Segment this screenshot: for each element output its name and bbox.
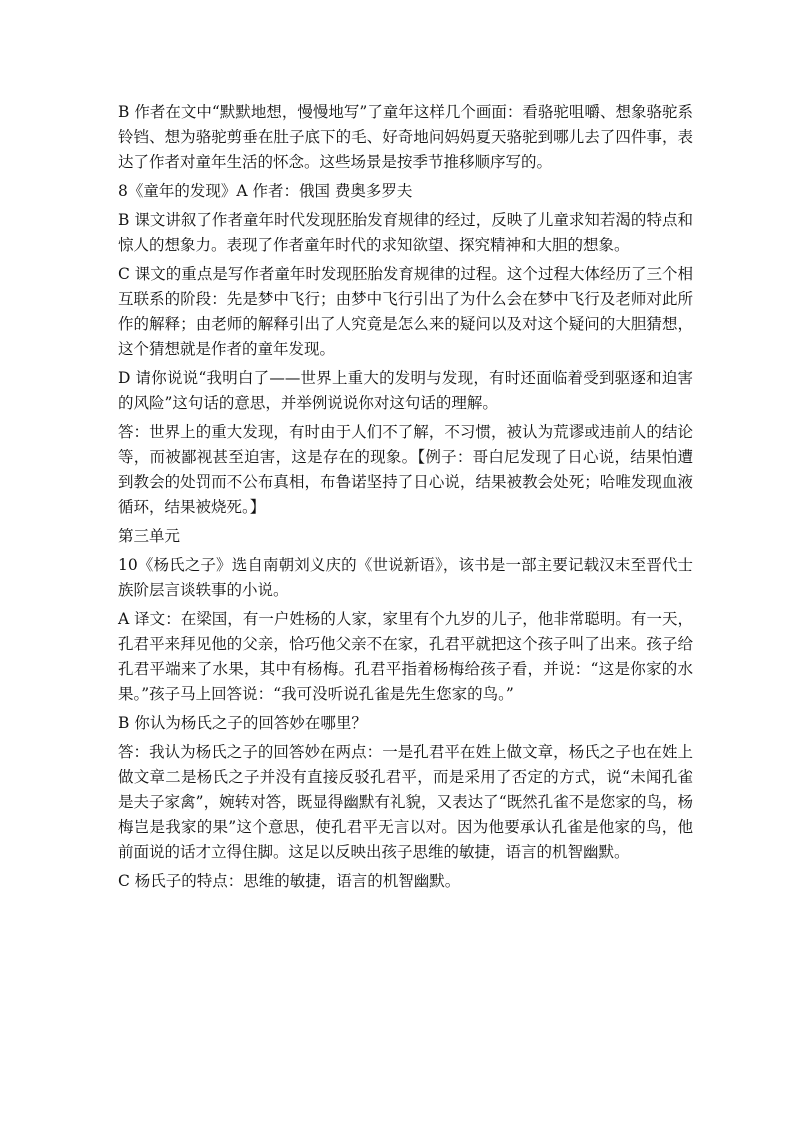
paragraph-lesson-10-translation: A 译文：在梁国，有一户姓杨的人家，家里有个九岁的儿子，他非常聪明。有一天，孔君平来拜见他的父亲，恰巧他父亲不在家，孔君平就把这个孩子叫了出来。孩子给孔君平端来了水果，其中有杨梅。孔君平指着杨梅给孩子看，并说：“这是你家的水果。”孩子马上回答说：“我可没听说孔雀是先生您家的鸟。”	[118, 610, 693, 703]
paragraph-lesson-10-intro: 10《杨氏之子》选自南朝刘义庆的《世说新语》，该书是一部主要记载汉末至晋代士族阶层言谈轶事的小说。	[118, 556, 693, 599]
paragraph-lesson-10-c: C 杨氏子的特点：思维的敏捷，语言的机智幽默。	[118, 872, 461, 890]
paragraph-lesson-8-heading: 8《童年的发现》A 作者：俄国 费奥多罗夫	[118, 182, 413, 200]
paragraph-lesson-8-b: B 课文讲叙了作者童年时代发现胚胎发育规律的经过，反映了儿童求知若渴的特点和惊人的想象力。表现了作者童年时代的求知欲望、探究精神和大胆的想象。	[118, 211, 693, 254]
paragraph-lesson-8-d-answer: 答：世界上的重大发现，有时由于人们不了解，不习惯，被认为荒谬或违前人的结论等，而被鄙视甚至迫害，这是存在的现象。【例子：哥白尼发现了日心说，结果怕遭到教会的处罚而不公布真相，布鲁诺坚持了日心说，结果被教会处死；哈唯发现血液循环，结果被烧死。】	[118, 423, 693, 516]
paragraph-lesson-10-b-question: B 你认为杨氏之子的回答妙在哪里？	[118, 714, 367, 732]
paragraph-b-camel-scenes: B 作者在文中“默默地想，慢慢地写”了童年这样几个画面：看骆驼咀嚼、想象骆驼系铃铛、想为骆驼剪垂在肚子底下的毛、好奇地问妈妈夏天骆驼到哪儿去了四件事，表达了作者对童年生活的怀念。这些场景是按季节推移顺序写的。	[118, 103, 693, 171]
paragraph-lesson-8-c: C 课文的重点是写作者童年时发现胚胎发育规律的过程。这个过程大体经历了三个相互联系的阶段：先是梦中飞行；由梦中飞行引出了为什么会在梦中飞行及老师对此所作的解释；由老师的解释引出了人究竟是怎么来的疑问以及对这个疑问的大胆猜想，这个猜想就是作者的童年发现。	[118, 265, 693, 358]
paragraph-lesson-10-b-answer: 答：我认为杨氏之子的回答妙在两点：一是孔君平在姓上做文章，杨氏之子也在姓上做文章二是杨氏之子并没有直接反驳孔君平，而是采用了否定的方式，说“未闻孔雀是夫子家禽”，婉转对答，既显得幽默有礼貌，又表达了“既然孔雀不是您家的鸟，杨梅岂是我家的果”这个意思，使孔君平无言以对。因为他要承认孔雀是他家的鸟，他前面说的话才立得住脚。这足以反映出孩子思维的敏捷，语言的机智幽默。	[118, 743, 693, 861]
document-body	[118, 100, 693, 898]
paragraph-lesson-8-d-question: D 请你说说“我明白了——世界上重大的发明与发现，有时还面临着受到驱逐和迫害的风险”这句话的意思，并举例说说你对这句话的理解。	[118, 369, 693, 412]
unit-three-heading: 第三单元	[118, 527, 181, 545]
